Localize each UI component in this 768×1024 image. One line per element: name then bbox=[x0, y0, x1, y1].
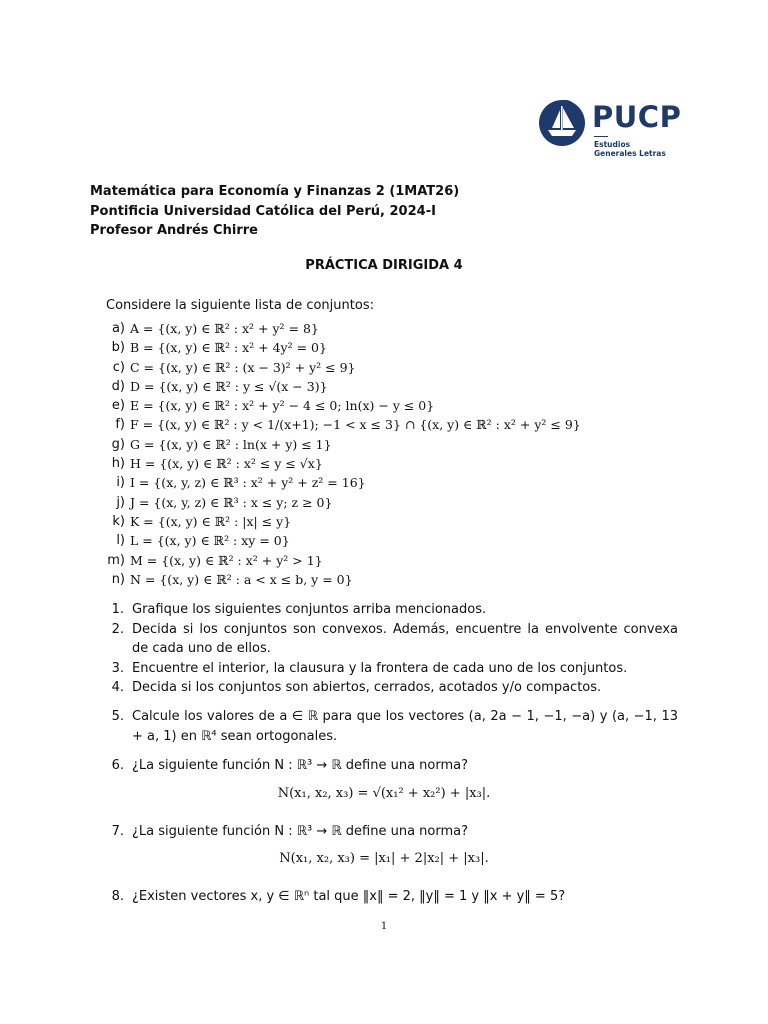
problem-8 bbox=[106, 887, 678, 907]
set-label: a) bbox=[111, 321, 125, 336]
problem-text: Encuentre el interior, la clausura y la frontera de cada uno de los conjuntos. bbox=[132, 660, 628, 676]
set-label: g) bbox=[111, 436, 125, 452]
problem-1 bbox=[106, 600, 678, 620]
set-label: l) bbox=[116, 533, 125, 549]
equation-norm-7: N(x₁, x₂, x₃) = |x₁| + 2|x₂| + |x₃|. bbox=[279, 851, 489, 866]
set-label: j) bbox=[116, 494, 125, 510]
document-header bbox=[90, 182, 459, 241]
set-definition: F = {(x, y) ∈ ℝ² : y < 1/(x+1); −1 < x ≤ 3} ∩ {(x, y) ∈ ℝ² : x² + y² ≤ 9} bbox=[130, 417, 581, 433]
problem-number: 1. bbox=[111, 602, 124, 617]
problem-number: 2. bbox=[111, 621, 124, 637]
course-name: Matemática para Economía y Finanzas 2 (1MAT26) bbox=[90, 184, 460, 199]
page-title: PRÁCTICA DIRIGIDA 4 bbox=[305, 258, 463, 273]
problem-2 bbox=[106, 620, 678, 659]
set-definition: G = {(x, y) ∈ ℝ² : ln(x + y) ≤ 1} bbox=[130, 436, 332, 452]
problem-text: ¿La siguiente función N : ℝ³ → ℝ define una norma? bbox=[132, 758, 469, 773]
pucp-logo bbox=[538, 94, 682, 166]
problem-list-1-4 bbox=[106, 600, 678, 698]
set-label: e) bbox=[111, 398, 125, 414]
set-definition: J = {(x, y, z) ∈ ℝ³ : x ≤ y; z ≥ 0} bbox=[130, 494, 333, 510]
problem-text: ¿La siguiente función N : ℝ³ → ℝ define una norma? bbox=[132, 824, 469, 839]
set-label: c) bbox=[112, 359, 125, 375]
logo-subtitle-line1: Estudios bbox=[594, 140, 631, 149]
problem-list-8 bbox=[106, 887, 678, 907]
set-label: k) bbox=[112, 513, 125, 529]
problem-list-5 bbox=[106, 707, 678, 746]
pucp-wordmark: PUCP bbox=[592, 100, 682, 134]
set-label: n) bbox=[111, 571, 125, 587]
intro-text: Considere la siguiente lista de conjuntos: bbox=[106, 298, 374, 313]
set-label: d) bbox=[111, 378, 125, 394]
problem-number: 6. bbox=[111, 758, 124, 773]
set-definition: H = {(x, y) ∈ ℝ² : x² ≤ y ≤ √x} bbox=[130, 456, 323, 472]
problem-4 bbox=[106, 678, 678, 698]
page-number: 1 bbox=[380, 921, 388, 932]
set-label: h) bbox=[111, 456, 125, 472]
set-definition: A = {(x, y) ∈ ℝ² : x² + y² = 8} bbox=[130, 321, 319, 336]
set-label: i) bbox=[116, 475, 125, 491]
equation-norm-6: N(x₁, x₂, x₃) = √(x₁² + x₂²) + |x₃|. bbox=[277, 786, 491, 801]
problem-text: Grafique los siguientes conjuntos arriba mencionados. bbox=[132, 602, 487, 617]
problem-list-7 bbox=[106, 822, 678, 842]
set-definition: M = {(x, y) ∈ ℝ² : x² + y² > 1} bbox=[130, 552, 323, 568]
problem-number: 7. bbox=[111, 824, 124, 839]
problem-number: 8. bbox=[111, 889, 124, 904]
problem-6 bbox=[106, 756, 678, 776]
set-definition: B = {(x, y) ∈ ℝ² : x² + 4y² = 0} bbox=[130, 340, 327, 356]
problem-list-6 bbox=[106, 756, 678, 776]
pucp-shield-icon bbox=[538, 96, 590, 148]
problem-text: Decida si los conjuntos son convexos. Además, encuentre la envolvente convexa de cada uno de ellos. bbox=[132, 621, 678, 656]
university-name: Pontificia Universidad Católica del Perú, 2024-I bbox=[90, 203, 436, 219]
problem-5 bbox=[106, 707, 678, 746]
problem-text: Decida si los conjuntos son abiertos, cerrados, acotados y/o compactos. bbox=[132, 680, 602, 695]
set-definition: I = {(x, y, z) ∈ ℝ³ : x² + y² + z² = 16} bbox=[130, 475, 366, 491]
set-definition: N = {(x, y) ∈ ℝ² : a < x ≤ b, y = 0} bbox=[130, 571, 353, 587]
set-definition: L = {(x, y) ∈ ℝ² : xy = 0} bbox=[130, 533, 290, 549]
problem-3 bbox=[106, 659, 678, 679]
professor-name: Profesor Andrés Chirre bbox=[90, 223, 258, 238]
set-definition: D = {(x, y) ∈ ℝ² : y ≤ √(x − 3)} bbox=[130, 378, 328, 394]
set-definition: C = {(x, y) ∈ ℝ² : (x − 3)² + y² ≤ 9} bbox=[130, 359, 356, 375]
logo-divider bbox=[594, 136, 608, 137]
problem-number: 5. bbox=[111, 709, 124, 724]
problem-text: ¿Existen vectores x, y ∈ ℝⁿ tal que ‖x‖ = 2, ‖y‖ = 1 y ‖x + y‖ = 5? bbox=[132, 889, 566, 904]
set-definition: E = {(x, y) ∈ ℝ² : x² + y² − 4 ≤ 0; ln(x) − y ≤ 0} bbox=[130, 398, 435, 414]
set-label: b) bbox=[111, 340, 125, 356]
set-label: f) bbox=[115, 417, 125, 433]
problem-number: 3. bbox=[111, 660, 124, 676]
problem-7 bbox=[106, 822, 678, 842]
problem-text: Calcule los valores de a ∈ ℝ para que los vectores (a, 2a − 1, −1, −a) y (a, −1, 13 + a, 1) en ℝ⁴ sean ortogonales. bbox=[132, 709, 678, 744]
set-definition: K = {(x, y) ∈ ℝ² : |x| ≤ y} bbox=[130, 513, 292, 529]
problem-number: 4. bbox=[111, 680, 124, 695]
set-label: m) bbox=[107, 552, 125, 568]
logo-subtitle-line2: Generales Letras bbox=[594, 149, 666, 158]
logo-subtitle bbox=[594, 140, 666, 158]
